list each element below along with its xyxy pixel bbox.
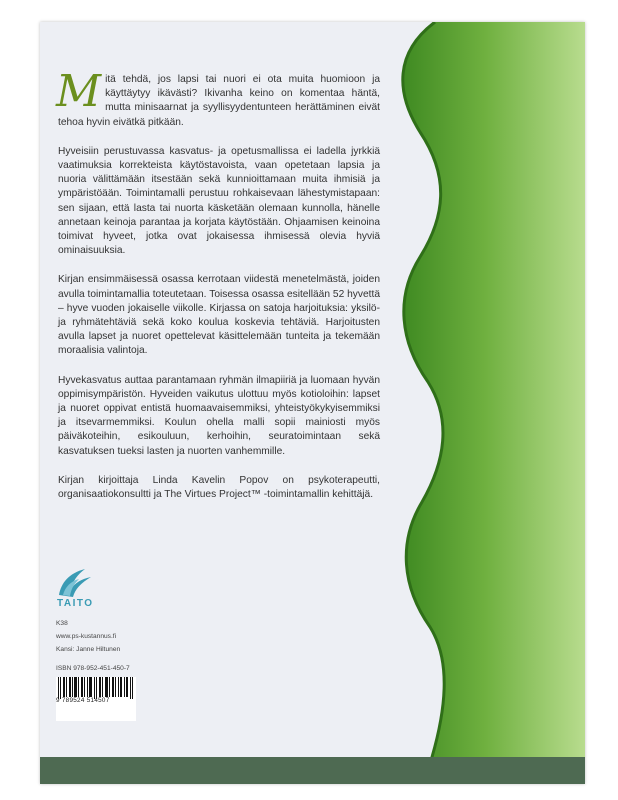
- paragraph-contents: Kirjan ensimmäisessä osassa kerrotaan viidestä menetelmästä, joiden avulla toimintamallia toteutetaan. Toisessa osassa esitellään 52 hyvettä – hyve vuoden jokaiselle viikolle. Kirjassa on satoja harjoituksia: yksilö- ja ryhmätehtäviä sekä koko koulua koskevia tehtäviä. Harjoitusten avulla lapset ja nuoret opettelevat käsittelemään tunteita ja tekemään moraalisia valintoja.: [58, 274, 380, 357]
- isbn-text: ISBN 978-952-451-450-7: [56, 665, 130, 672]
- bottom-band: [40, 757, 585, 784]
- paragraph-intro-text: itä tehdä, jos lapsi tai nuori ei ota muita huomioon ja käyttäytyy ikävästi? Ikivanha keino on komentaa häntä, mutta minisaarnat ja syyllisyydentunteen herättäminen eivät tehoa hyvin eivätkä pitkään.: [58, 74, 380, 128]
- publisher-website: www.ps-kustannus.fi: [56, 633, 117, 640]
- paragraph-author: Kirjan kirjoittaja Linda Kavelin Popov on psykoterapeutti, organisaatiokonsultti ja The Virtues Project™ -toimintamallin kehittäjä.: [58, 474, 380, 501]
- barcode-bars: [56, 677, 136, 699]
- green-wave-panel: [403, 22, 585, 784]
- paragraph-intro: [56, 66, 380, 130]
- drop-cap: M: [56, 66, 102, 117]
- paragraph-model: Hyveisiin perustuvassa kasvatus- ja opetusmallissa ei ladella jyrkkiä vaatimuksia korrekteista käytöstavoista, vaan opetetaan lapsia ja nuoria välittämään itsestään sekä kunnioittamaan muita ihmisiä ja ympäristöään. Toimintamalli perustuu rohkaisevaan lähestymistapaan: sen sijaan, että lasta tai nuorta käsketään olemaan kunnolla, hänelle annetaan keinoja parantaa ja korjata käytöstään. Ohjaamisen keinoina toimivat hyveet, jotka ovat jokaisessa ihmisessä olevia hyviä ominaisuuksia.: [58, 145, 380, 257]
- back-cover-text: [56, 66, 380, 517]
- publisher-logo-text: TAITO: [57, 598, 94, 609]
- wing-icon: [55, 565, 95, 599]
- product-code: K38: [56, 620, 68, 627]
- paragraph-benefits: Hyvekasvatus auttaa parantamaan ryhmän ilmapiiriä ja luomaan hyvän oppimisympäristön. Hyveiden vaikutus ulottuu myös kotioloihin: lapset ja nuoret oppivat entistä huomaavaisemmiksi, yhteistyökykyisemmiksi ja itsevarmemmiksi. Koulun ohella malli sopii mainiosti myös päiväkoteihin, esikouluun, kerhoihin, seuratoimintaan sekä kasvatuksen tueksi lasten ja nuorten vanhemmille.: [58, 374, 380, 457]
- cover-credit: Kansi: Janne Hiltunen: [56, 646, 121, 653]
- barcode-digits: 9 789524 514507: [56, 697, 110, 704]
